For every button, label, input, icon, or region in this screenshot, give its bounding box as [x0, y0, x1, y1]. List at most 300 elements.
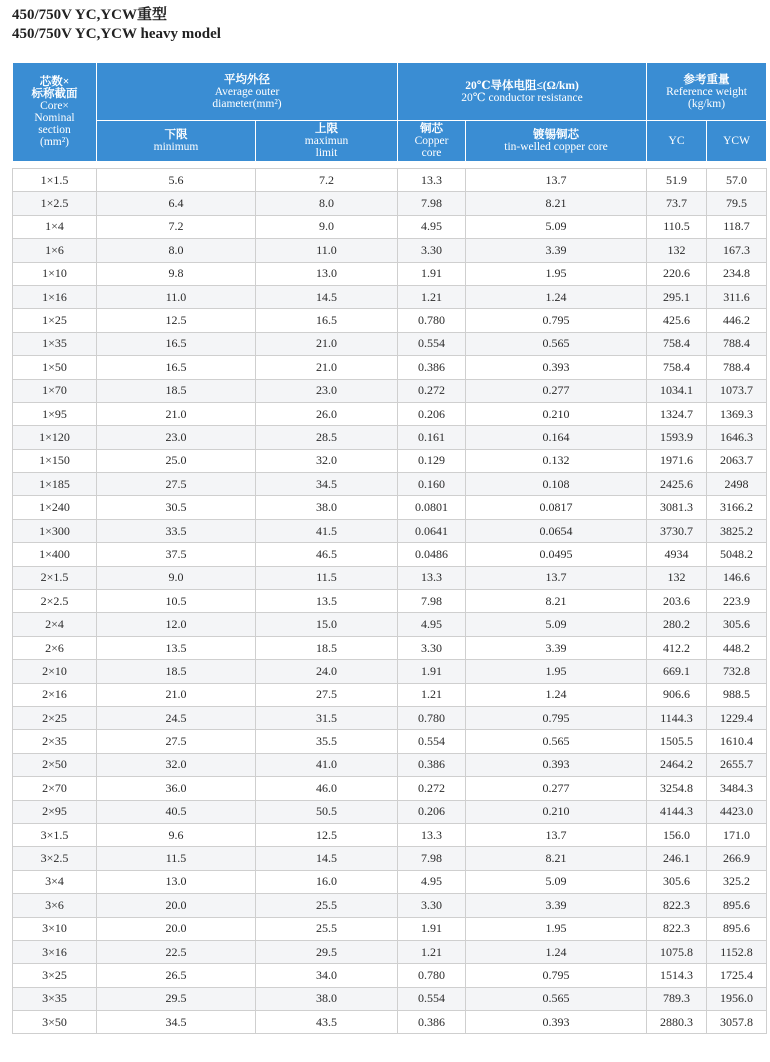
table-row: [13, 683, 767, 706]
cell-weight-ycw: 1956.0: [707, 987, 767, 1010]
cell-resistance-tin: 8.21: [466, 590, 647, 613]
cell-diameter-max: 24.0: [256, 660, 398, 683]
cell-cores-section: 1×10: [13, 262, 97, 285]
header-cores-en-4: (mm²): [40, 136, 69, 148]
cell-weight-yc: 758.4: [647, 356, 707, 379]
cell-resistance-copper: 0.160: [398, 473, 466, 496]
table-row: [13, 964, 767, 987]
cell-cores-section: 2×35: [13, 730, 97, 753]
cell-weight-ycw: 895.6: [707, 917, 767, 940]
cell-diameter-max: 46.0: [256, 777, 398, 800]
header-cores-section: [13, 63, 97, 162]
table-row: [13, 496, 767, 519]
cell-weight-ycw: 732.8: [707, 660, 767, 683]
cell-weight-yc: 3254.8: [647, 777, 707, 800]
header-tin-cn: 镀锡铜芯: [533, 129, 580, 141]
header-weight-en-1: Reference weight: [666, 85, 747, 98]
cell-resistance-copper: 7.98: [398, 590, 466, 613]
cell-cores-section: 1×4: [13, 215, 97, 238]
cell-diameter-min: 24.5: [97, 706, 256, 729]
cell-cores-section: 3×6: [13, 894, 97, 917]
cell-diameter-max: 46.5: [256, 543, 398, 566]
cell-weight-yc: 156.0: [647, 823, 707, 846]
cell-weight-ycw: 118.7: [707, 215, 767, 238]
cell-resistance-copper: 13.3: [398, 823, 466, 846]
cell-resistance-tin: 5.09: [466, 215, 647, 238]
cell-weight-ycw: 5048.2: [707, 543, 767, 566]
cell-cores-section: 2×25: [13, 706, 97, 729]
table-row: [13, 192, 767, 215]
header-resistance-en: 20℃ conductor resistance: [461, 91, 583, 104]
cell-weight-yc: 906.6: [647, 683, 707, 706]
cell-diameter-max: 27.5: [256, 683, 398, 706]
cell-diameter-min: 32.0: [97, 753, 256, 776]
cell-diameter-max: 38.0: [256, 987, 398, 1010]
header-copper-en-2: core: [421, 147, 442, 159]
table-row: [13, 309, 767, 332]
cell-weight-ycw: 167.3: [707, 239, 767, 262]
cell-cores-section: 2×70: [13, 777, 97, 800]
cell-resistance-copper: 1.91: [398, 262, 466, 285]
cell-weight-ycw: 311.6: [707, 285, 767, 308]
table-row: [13, 169, 767, 192]
cell-resistance-copper: 0.554: [398, 730, 466, 753]
cell-cores-section: 1×25: [13, 309, 97, 332]
cell-resistance-copper: 0.386: [398, 753, 466, 776]
cell-resistance-tin: 0.132: [466, 449, 647, 472]
cell-cores-section: 2×6: [13, 636, 97, 659]
cable-spec-table: [12, 62, 767, 1034]
cell-weight-ycw: 146.6: [707, 566, 767, 589]
cell-cores-section: 1×300: [13, 519, 97, 542]
header-diameter-en-1: Average outer: [214, 85, 280, 98]
cell-resistance-tin: 0.795: [466, 309, 647, 332]
cell-weight-yc: 2464.2: [647, 753, 707, 776]
cell-diameter-min: 33.5: [97, 519, 256, 542]
cell-diameter-max: 23.0: [256, 379, 398, 402]
cell-resistance-tin: 0.565: [466, 987, 647, 1010]
table-row: [13, 543, 767, 566]
table-row: [13, 379, 767, 402]
table-body: [13, 169, 767, 1034]
cell-cores-section: 3×16: [13, 940, 97, 963]
cell-resistance-copper: 0.272: [398, 379, 466, 402]
table-row: [13, 356, 767, 379]
title-english: 450/750V YC,YCW heavy model: [12, 26, 221, 42]
cell-resistance-tin: 1.95: [466, 660, 647, 683]
cell-weight-ycw: 446.2: [707, 309, 767, 332]
cell-cores-section: 1×95: [13, 402, 97, 425]
cell-diameter-max: 12.5: [256, 823, 398, 846]
cell-weight-yc: 1505.5: [647, 730, 707, 753]
cell-resistance-tin: 0.795: [466, 964, 647, 987]
cell-diameter-min: 9.8: [97, 262, 256, 285]
cell-resistance-tin: 5.09: [466, 870, 647, 893]
table-row: [13, 215, 767, 238]
cell-resistance-copper: 0.0641: [398, 519, 466, 542]
cell-resistance-tin: 0.277: [466, 777, 647, 800]
cell-cores-section: 3×10: [13, 917, 97, 940]
cell-cores-section: 1×120: [13, 426, 97, 449]
cell-weight-ycw: 895.6: [707, 894, 767, 917]
cell-resistance-tin: 13.7: [466, 169, 647, 192]
cell-diameter-min: 13.5: [97, 636, 256, 659]
cell-cores-section: 3×2.5: [13, 847, 97, 870]
cell-diameter-min: 20.0: [97, 894, 256, 917]
cell-weight-yc: 1514.3: [647, 964, 707, 987]
cell-diameter-max: 34.0: [256, 964, 398, 987]
cell-weight-ycw: 305.6: [707, 613, 767, 636]
cell-cores-section: 3×4: [13, 870, 97, 893]
cell-weight-yc: 1971.6: [647, 449, 707, 472]
header-copper-en-1: Copper: [414, 135, 449, 147]
cell-diameter-max: 31.5: [256, 706, 398, 729]
header-resistance-cn: 20℃导体电阻≤(Ω/km): [465, 79, 579, 92]
cell-diameter-max: 7.2: [256, 169, 398, 192]
cell-weight-yc: 220.6: [647, 262, 707, 285]
cell-cores-section: 1×150: [13, 449, 97, 472]
cell-weight-yc: 789.3: [647, 987, 707, 1010]
header-weight-cn: 参考重量: [683, 73, 730, 86]
cell-diameter-min: 27.5: [97, 730, 256, 753]
cell-weight-ycw: 266.9: [707, 847, 767, 870]
cell-weight-yc: 280.2: [647, 613, 707, 636]
cell-diameter-min: 7.2: [97, 215, 256, 238]
table-row: [13, 613, 767, 636]
cell-weight-yc: 669.1: [647, 660, 707, 683]
cell-resistance-copper: 0.161: [398, 426, 466, 449]
cell-weight-yc: 822.3: [647, 894, 707, 917]
cell-cores-section: 3×50: [13, 1011, 97, 1034]
table-row: [13, 1011, 767, 1034]
header-diameter-en-2: diameter(mm²): [212, 97, 282, 110]
cell-diameter-max: 41.0: [256, 753, 398, 776]
cell-resistance-tin: 1.24: [466, 683, 647, 706]
cell-weight-yc: 4144.3: [647, 800, 707, 823]
cell-diameter-min: 18.5: [97, 379, 256, 402]
cell-resistance-copper: 4.95: [398, 870, 466, 893]
cell-weight-yc: 295.1: [647, 285, 707, 308]
cell-weight-ycw: 2655.7: [707, 753, 767, 776]
header-max-en-1: maximun: [304, 135, 349, 147]
cell-diameter-max: 29.5: [256, 940, 398, 963]
cell-diameter-min: 9.6: [97, 823, 256, 846]
header-min-en: minimum: [153, 141, 199, 153]
cell-cores-section: 1×35: [13, 332, 97, 355]
cell-diameter-max: 13.0: [256, 262, 398, 285]
cell-diameter-min: 11.5: [97, 847, 256, 870]
table-row: [13, 332, 767, 355]
cell-diameter-min: 16.5: [97, 332, 256, 355]
cell-cores-section: 2×2.5: [13, 590, 97, 613]
cell-weight-ycw: 788.4: [707, 356, 767, 379]
table-row: [13, 449, 767, 472]
cell-diameter-max: 11.0: [256, 239, 398, 262]
cell-weight-yc: 1593.9: [647, 426, 707, 449]
cell-cores-section: 2×1.5: [13, 566, 97, 589]
header-cores-en-3: section: [38, 124, 71, 136]
cell-resistance-tin: 0.164: [466, 426, 647, 449]
cell-resistance-copper: 1.21: [398, 285, 466, 308]
cell-weight-yc: 132: [647, 566, 707, 589]
table-row: [13, 894, 767, 917]
cell-weight-yc: 3730.7: [647, 519, 707, 542]
header-cores-cn-2: 标称截面: [31, 88, 78, 100]
cell-resistance-copper: 0.272: [398, 777, 466, 800]
cell-resistance-copper: 3.30: [398, 636, 466, 659]
cell-cores-section: 2×50: [13, 753, 97, 776]
cell-cores-section: 1×16: [13, 285, 97, 308]
cell-weight-ycw: 2063.7: [707, 449, 767, 472]
cell-weight-yc: 1324.7: [647, 402, 707, 425]
cell-resistance-copper: 0.554: [398, 987, 466, 1010]
cell-resistance-copper: 0.0486: [398, 543, 466, 566]
cell-resistance-copper: 0.386: [398, 356, 466, 379]
cell-diameter-min: 21.0: [97, 402, 256, 425]
cell-resistance-tin: 1.24: [466, 285, 647, 308]
cell-weight-ycw: 1725.4: [707, 964, 767, 987]
header-outer-diameter: [97, 63, 398, 121]
cell-diameter-min: 30.5: [97, 496, 256, 519]
cell-diameter-max: 28.5: [256, 426, 398, 449]
cell-weight-ycw: 1073.7: [707, 379, 767, 402]
cell-weight-ycw: 1369.3: [707, 402, 767, 425]
cell-cores-section: 2×4: [13, 613, 97, 636]
header-cores-cn-1: 芯数×: [39, 76, 70, 88]
cell-resistance-copper: 0.386: [398, 1011, 466, 1034]
table-row: [13, 239, 767, 262]
cell-cores-section: 1×6: [13, 239, 97, 262]
header-max-en-2: limit: [315, 147, 338, 159]
cell-diameter-min: 20.0: [97, 917, 256, 940]
cell-weight-yc: 1144.3: [647, 706, 707, 729]
table-row: [13, 660, 767, 683]
cell-diameter-max: 16.0: [256, 870, 398, 893]
cell-weight-yc: 2425.6: [647, 473, 707, 496]
table-row: [13, 800, 767, 823]
cell-resistance-copper: 3.30: [398, 894, 466, 917]
cell-diameter-min: 26.5: [97, 964, 256, 987]
cell-weight-ycw: 234.8: [707, 262, 767, 285]
table-row: [13, 870, 767, 893]
cell-weight-ycw: 2498: [707, 473, 767, 496]
cell-diameter-min: 12.0: [97, 613, 256, 636]
cell-weight-ycw: 1229.4: [707, 706, 767, 729]
cell-resistance-copper: 0.0801: [398, 496, 466, 519]
cell-diameter-min: 34.5: [97, 1011, 256, 1034]
cell-diameter-min: 16.5: [97, 356, 256, 379]
cell-diameter-min: 29.5: [97, 987, 256, 1010]
cell-resistance-copper: 0.780: [398, 964, 466, 987]
cell-resistance-tin: 0.0495: [466, 543, 647, 566]
cell-resistance-copper: 0.780: [398, 706, 466, 729]
cell-resistance-copper: 0.780: [398, 309, 466, 332]
cell-diameter-max: 8.0: [256, 192, 398, 215]
table-row: [13, 426, 767, 449]
cell-resistance-copper: 1.21: [398, 940, 466, 963]
cell-cores-section: 1×70: [13, 379, 97, 402]
header-cores-en-2: Nominal: [34, 112, 75, 124]
cell-resistance-tin: 13.7: [466, 823, 647, 846]
cell-resistance-tin: 8.21: [466, 847, 647, 870]
cell-resistance-copper: 0.206: [398, 402, 466, 425]
cell-cores-section: 3×1.5: [13, 823, 97, 846]
title-chinese: 450/750V YC,YCW重型: [12, 7, 168, 23]
header-ycw-label: YCW: [723, 135, 750, 147]
cell-resistance-tin: 0.393: [466, 1011, 647, 1034]
cell-diameter-min: 22.5: [97, 940, 256, 963]
header-tin-copper-core: [466, 121, 647, 162]
table-row: [13, 262, 767, 285]
cell-diameter-max: 15.0: [256, 613, 398, 636]
header-reference-weight: [647, 63, 767, 121]
cell-weight-ycw: 3166.2: [707, 496, 767, 519]
table-row: [13, 987, 767, 1010]
cell-cores-section: 1×240: [13, 496, 97, 519]
cell-resistance-tin: 1.24: [466, 940, 647, 963]
cell-resistance-tin: 13.7: [466, 566, 647, 589]
cell-resistance-tin: 0.795: [466, 706, 647, 729]
cell-weight-ycw: 3825.2: [707, 519, 767, 542]
cell-weight-ycw: 988.5: [707, 683, 767, 706]
cell-weight-ycw: 1646.3: [707, 426, 767, 449]
cell-diameter-min: 13.0: [97, 870, 256, 893]
cell-resistance-copper: 4.95: [398, 613, 466, 636]
cell-cores-section: 2×16: [13, 683, 97, 706]
cell-resistance-copper: 3.30: [398, 239, 466, 262]
cell-weight-yc: 822.3: [647, 917, 707, 940]
cell-diameter-max: 18.5: [256, 636, 398, 659]
cell-diameter-min: 9.0: [97, 566, 256, 589]
cell-resistance-tin: 3.39: [466, 894, 647, 917]
cell-weight-yc: 1034.1: [647, 379, 707, 402]
cell-resistance-tin: 0.393: [466, 356, 647, 379]
table-row: [13, 706, 767, 729]
table-row: [13, 917, 767, 940]
cell-resistance-tin: 5.09: [466, 613, 647, 636]
cell-diameter-min: 11.0: [97, 285, 256, 308]
header-tin-en: tin-welled copper core: [504, 141, 608, 153]
cell-weight-ycw: 223.9: [707, 590, 767, 613]
header-min-cn: 下限: [164, 129, 188, 141]
cell-diameter-min: 5.6: [97, 169, 256, 192]
cell-weight-ycw: 4423.0: [707, 800, 767, 823]
cell-diameter-max: 26.0: [256, 402, 398, 425]
cell-cores-section: 3×25: [13, 964, 97, 987]
cell-cores-section: 2×10: [13, 660, 97, 683]
cell-weight-ycw: 325.2: [707, 870, 767, 893]
cell-weight-ycw: 3484.3: [707, 777, 767, 800]
document-title: [12, 6, 221, 44]
table-row: [13, 285, 767, 308]
cell-weight-yc: 758.4: [647, 332, 707, 355]
cell-weight-ycw: 57.0: [707, 169, 767, 192]
cell-resistance-tin: 3.39: [466, 239, 647, 262]
cell-resistance-tin: 0.393: [466, 753, 647, 776]
table-row: [13, 473, 767, 496]
cell-resistance-copper: 0.554: [398, 332, 466, 355]
cell-resistance-tin: 0.210: [466, 800, 647, 823]
table-row: [13, 777, 767, 800]
header-cores-en-1: Core×: [40, 100, 69, 112]
cell-diameter-max: 41.5: [256, 519, 398, 542]
header-ycw: [707, 121, 767, 162]
cell-resistance-tin: 0.565: [466, 730, 647, 753]
cell-weight-yc: 110.5: [647, 215, 707, 238]
cell-weight-yc: 203.6: [647, 590, 707, 613]
cell-diameter-min: 21.0: [97, 683, 256, 706]
cell-diameter-max: 50.5: [256, 800, 398, 823]
cell-resistance-tin: 8.21: [466, 192, 647, 215]
table-row: [13, 823, 767, 846]
cell-diameter-max: 14.5: [256, 285, 398, 308]
header-weight-en-2: (kg/km): [687, 97, 726, 110]
table-header: [13, 63, 767, 169]
cell-weight-ycw: 788.4: [707, 332, 767, 355]
cell-resistance-copper: 1.91: [398, 917, 466, 940]
cell-diameter-min: 8.0: [97, 239, 256, 262]
cell-resistance-tin: 1.95: [466, 262, 647, 285]
cell-diameter-max: 25.5: [256, 894, 398, 917]
cell-weight-yc: 132: [647, 239, 707, 262]
cell-diameter-min: 10.5: [97, 590, 256, 613]
cell-weight-ycw: 448.2: [707, 636, 767, 659]
cell-diameter-min: 37.5: [97, 543, 256, 566]
header-yc: [647, 121, 707, 162]
cell-weight-ycw: 3057.8: [707, 1011, 767, 1034]
cell-weight-yc: 1075.8: [647, 940, 707, 963]
header-maximum: [256, 121, 398, 162]
cell-resistance-tin: 0.0654: [466, 519, 647, 542]
cell-diameter-max: 16.5: [256, 309, 398, 332]
cell-resistance-copper: 1.91: [398, 660, 466, 683]
cell-diameter-max: 11.5: [256, 566, 398, 589]
cell-cores-section: 1×2.5: [13, 192, 97, 215]
cell-resistance-copper: 13.3: [398, 566, 466, 589]
cell-diameter-max: 32.0: [256, 449, 398, 472]
header-conductor-resistance: [398, 63, 647, 121]
table-row: [13, 940, 767, 963]
cell-cores-section: 1×400: [13, 543, 97, 566]
header-copper-cn: 铜芯: [420, 123, 444, 135]
cell-weight-yc: 51.9: [647, 169, 707, 192]
cell-diameter-max: 21.0: [256, 356, 398, 379]
cell-diameter-max: 34.5: [256, 473, 398, 496]
cell-resistance-tin: 0.108: [466, 473, 647, 496]
cell-weight-ycw: 171.0: [707, 823, 767, 846]
header-yc-label: YC: [668, 135, 685, 147]
cell-diameter-max: 21.0: [256, 332, 398, 355]
cell-diameter-min: 27.5: [97, 473, 256, 496]
cell-diameter-min: 12.5: [97, 309, 256, 332]
table-row: [13, 636, 767, 659]
table-row: [13, 519, 767, 542]
cell-diameter-min: 25.0: [97, 449, 256, 472]
cell-cores-section: 2×95: [13, 800, 97, 823]
header-spacer: [13, 162, 767, 169]
cell-diameter-max: 43.5: [256, 1011, 398, 1034]
cell-weight-yc: 305.6: [647, 870, 707, 893]
cell-diameter-min: 23.0: [97, 426, 256, 449]
cell-resistance-copper: 13.3: [398, 169, 466, 192]
cell-resistance-copper: 4.95: [398, 215, 466, 238]
header-minimum: [97, 121, 256, 162]
cell-cores-section: 1×185: [13, 473, 97, 496]
table-row: [13, 847, 767, 870]
cell-diameter-max: 25.5: [256, 917, 398, 940]
cell-resistance-copper: 1.21: [398, 683, 466, 706]
cell-resistance-tin: 0.210: [466, 402, 647, 425]
